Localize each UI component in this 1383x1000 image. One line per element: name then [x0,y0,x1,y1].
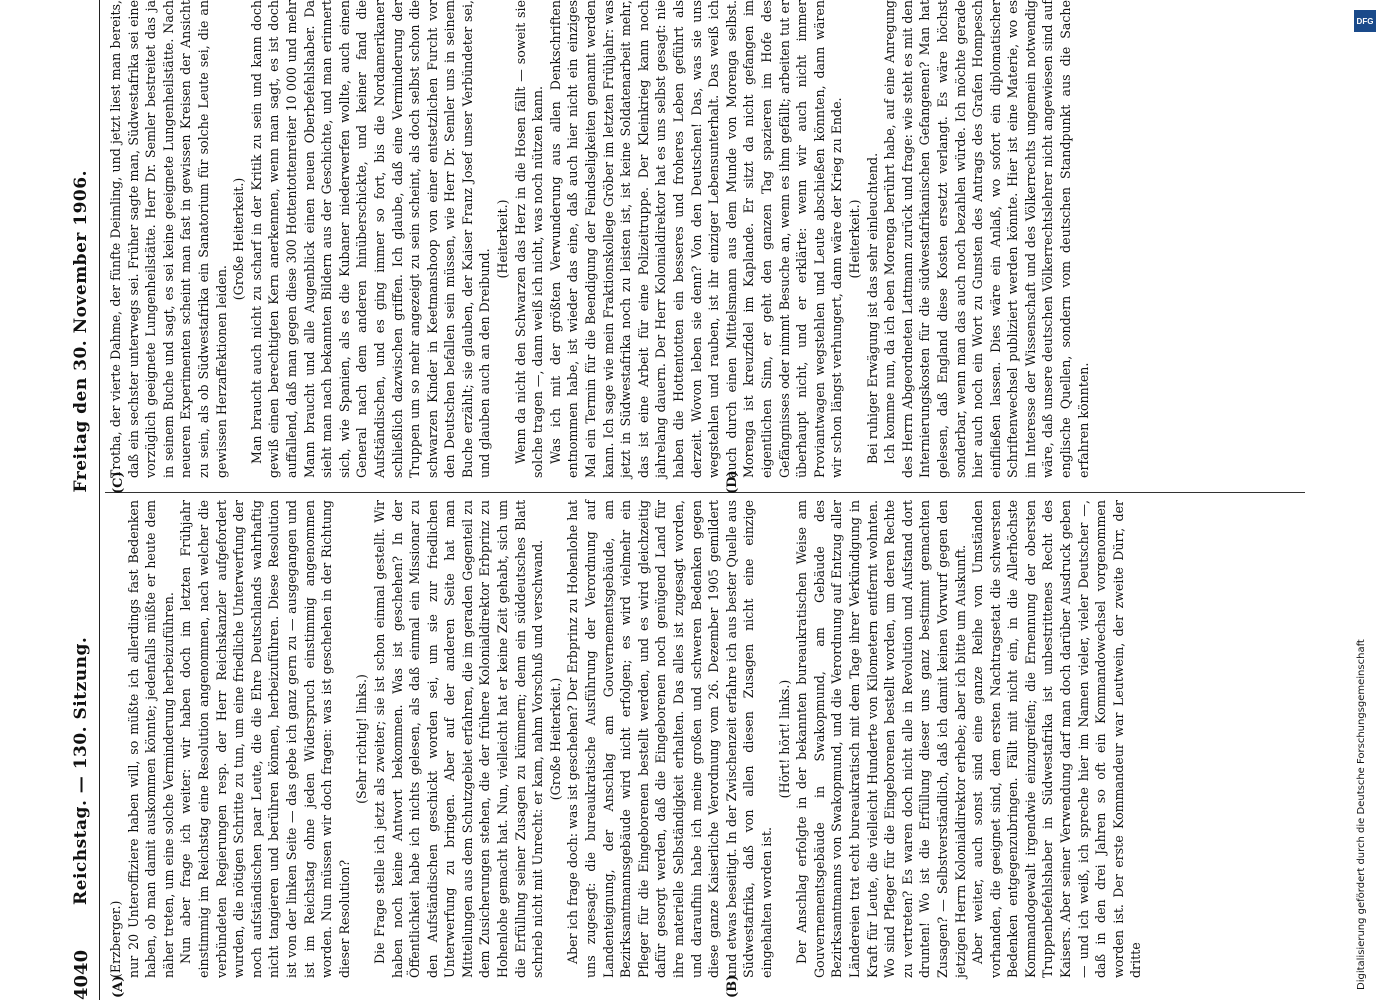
paragraph: nur 20 Unteroffiziere haben will, so müßte ich allerdings fast Bedenken haben, ob man damit auskommen könnte; jedenfalls müßte er heute dem näher treten, um eine solche Verminderung herbeizuführen. [125,500,176,978]
paragraph: Nun aber frage ich weiter: wir haben doch im letzten Frühjahr einstimmig im Reichstag eine Resolution angenommen, nach welcher die verbündeten Regierungen resp. der Herr Reichskanzler aufgefordert wurden, die nötigen Schritte zu tun, um eine friedliche Unterwerfung der noch aufständischen paar Leute, die die Ehre Deutschlands wahrhaftig nicht tangieren und berühren können, herbeizuführen. Diese Resolution ist von der linken Seite — das gebe ich ganz gern zu — ausgegangen und ist im Reichstag ohne jeden Widerspruch einstimmig angenommen worden. Nun müssen wir doch fragen: was ist geschehen in der Richtung dieser Resolution? [178,500,352,978]
text-column-right [107,0,1092,478]
digitization-credit [1350,10,1380,990]
margin-marker-d: (D) [725,470,740,494]
paragraph: Der Anschlag erfolgte in der bekannten bureaukratischen Weise am Gouvernementsgebäude in Swakopmund, am Gebäude des Bezirksamtmanns von Swakopmund, und die Verordnung auf Entzug aller Ländereien trat echt bureaukratisch mit dem Tage ihrer Verkündigung in Kraft für Leute, die vielleicht Hunderte von Kilometern entfernt wohnten. Wo sind Pfleger für die Eingeborenen bestellt worden, um deren Rechte zu vertreten? Es waren doch nicht alle in Revolution und Aufstand dort drunten! Wo ist die Erfüllung dieser uns ganz bestimmt gemachten Zusagen? — Selbstverständlich, daß ich damit keinen Vorwurf gegen den jetzigen Herrn Kolonialdirektor erhebe; aber ich bitte um Auskunft. [794,500,968,978]
paragraph: Bei ruhiger Erwägung ist das sehr einleuchtend. [864,152,880,464]
interjection: (Heiterkeit.) [495,199,511,279]
margin-marker-a: (A) [111,975,126,998]
speaker-name: (Erzberger.) [108,900,123,978]
interjection: (Sehr richtig! links.) [354,674,370,804]
interjection: (Große Heiterkeit.) [547,677,563,801]
interjection: (Heiterkeit.) [846,199,862,279]
paragraph: Aber weiter, auch sonst sind eine ganze Reihe von Umständen vorhanden, die geeignet sind, dem ersten Nachtragsetat die schwersten Bedenken entgegenzubringen. Fällt mit nicht ein, in die Allerhöchste Kommandogewalt irgendwie einzugreifen; die Ernennung der obersten Truppenbefehlshaber in Südwestafrika ist unbestrittenes Recht des Kaisers. Aber seiner Verwendung darf man doch darüber Ausdruck geben — und ich weiß, ich spreche hier im Namen vieler, vieler Deutscher —, daß in den drei Jahren so oft ein Kommandowechsel vorgenommen worden ist. Der erste Kommandeur war Leutwein, der zweite Dürr, der dritte [970,500,1144,978]
interjection: (Hört! hört! links.) [776,679,792,799]
interjection: (Große Heiterkeit.) [231,177,247,301]
paragraph: Man braucht auch nicht zu scharf in der Kritik zu sein und kann doch gewiß einen berechtigten Kern anerkennen, wenn man sagt, es ist doch auffallend, daß man gegen diese 300 Hottentottenreiter 10 000 und mehr Mann braucht und alle Augenblick einen neuen Oberbefehlshaber. Da sieht man nach bekannten Bildern aus der Geschichte, und man erinnert sich, wie Spanien, als es die Kubaner niederwerfen wollte, auch einen General nach dem anderen hinüberschickte, und keiner fand die Aufständischen, und es ging immer so fort, bis die Nordamerikaner schließlich dazwischen griffen. Ich glaube, daß eine Verminderung der Truppen um so mehr angezeigt zu sein scheint, als doch selbst schon die schwarzen Kinder in Keetmanshoop von einer entsetzlichen Furcht vor den Deutschen befallen sein müssen, wie Herr Dr. Semler uns in seinem Buche erzählt; sie glauben, der Kaiser Franz Josef unser Verbündeter sei, und glauben auch an den Dreibund. [248,0,493,478]
document-page [65,0,1305,1000]
page-header [65,0,100,1000]
header-date: Freitag den 30. November 1906. [71,170,91,493]
paragraph: Ich komme nun, da ich eben Morenga berührt habe, auf eine Anregung des Herrn Abgeordneten Lattmann zurück und frage: wie steht es mit den Internierungskosten für die südwestafrikanischen Gefangenen? Man hat gelesen, daß England diese Kosten ersetzt verlangt. Es wäre höchst sonderbar, wenn man das auch noch bezahlen würde. Ich möchte gerade hier auch noch ein Wort zu Gunsten des Antrags des Grafen Hompesch einfließen lassen. Dies wäre ein Anlaß, wo sofort ein diplomatischer Schriftenwechsel publiziert werden könnte. Hier ist eine Materie, wo es im Interesse der Wissenschaft und des Völkerrechts ungemein notwendig wäre, daß unsere deutschen Völkerrechtslehrer nicht angewiesen sind auf englische Quellen, sondern vom deutschen Standpunkt aus die Sache erfahren könnten. [882,0,1091,478]
credit-text: Digitalisierung gefördert durch die Deutsche Forschungsgemeinschaft [1356,639,1367,990]
margin-marker-c: (C) [111,471,126,494]
paragraph: Wenn da nicht den Schwarzen das Herz in die Hosen fällt — soweit sie solche tragen —, dann weiß ich nicht, was noch nützen kann. [512,0,546,478]
text-column-left [107,500,1145,978]
paragraph: Trotha, der vierte Dahme, der fünfte Deimling, und jetzt liest man bereits, daß ein sechster unterwegs sei. Früher sagte man, Südwestafrika sei eine vorzüglich geeignete Lungenheilstätte. Herr Dr. Semler bestreitet das ja in seinem Buche und sagt, es sei keine geeignete Lungenheilstätte. Nach neueren Experimenten scheint man fast in gewissen Kreisen der Ansicht zu sein, als ob Südwestafrika ein Sanatorium für solche Leute sei, die an gewissen Herzaffektionen leiden. [108,0,229,478]
header-session-title: Reichstag. — 130. Sitzung. [71,636,91,905]
paragraph: Was ich mit der größten Verwunderung aus allen Denkschriften entnommen habe, ist wieder das eine, daß auch hier nicht ein einziges Mal ein Termin für die Beendigung der Feindseligkeiten genannt werden kann. Ich sage wie mein Fraktionskollege Gröber im letzten Frühjahr: was jetzt in Südwestafrika noch zu leisten ist, ist keine Soldatenarbeit mehr, das ist eine Arbeit für eine Polizeitruppe. Der Kleinkrieg kann noch jahrelang dauern. Der Herr Kolonialdirektor hat es uns selbst gesagt: nie haben die Hottentotten ein besseres und froheres Leben geführt als derzeit. Wovon leben sie denn? Von den Deutschen! Das, was sie uns wegstehlen und rauben, ist ihr einziger Lebensunterhalt. Das weiß ich auch durch einen Mittelsmann aus dem Munde von Morenga selbst. Morenga ist kreuzfidel im Kaplande. Er sitzt da nicht gefangen im eigentlichen Sinn, er geht den ganzen Tag spazieren im Hofe des Gefängnisses oder nimmt Besuche an, wenn es ihm gefällt; arbeiten tut er überhaupt nicht, und er erklärte: wenn wir auch nicht immer Proviantwagen wegstehlen und Leute abschießen könnten, dann wären wir schon längst verhungert, dann wäre der Krieg zu Ende. [547,0,845,478]
paragraph: Aber ich frage doch: was ist geschehen? Der Erbprinz zu Hohenlohe hat uns zugesagt: die bureaukratische Ausführung der Verordnung auf Landenteignung, der Anschlag am Gouvernementsgebäude, am Bezirksamtmannsgebäude wird nicht erfolgen; es wird vielmehr ein Pfleger für die Eingeborenen bestellt werden, und es wird gleichzeitig dafür gesorgt werden, daß die Eingeborenen noch genügend Land für ihre materielle Selbständigkeit erhalten. Das alles ist zugesagt worden, und daraufhin habe ich meine großen und schweren Bedenken gegen diese ganze Kaiserliche Verordnung vom 26. Dezember 1905 gemildert und etwas beseitigt. In der Zwischenzeit erfahre ich aus bester Quelle aus Südwestafrika, daß von allen diesen Zusagen nicht eine einzige eingehalten worden ist. [565,500,774,978]
page-number: 4040 [71,949,92,1000]
column-divider [105,492,1305,493]
margin-marker-b: (B) [725,974,740,998]
paragraph: Die Frage stelle ich jetzt als zweiter; sie ist schon einmal gestellt. Wir haben noch keine Antwort bekommen. Was ist geschehen? In der Öffentlichkeit habe ich nichts gelesen, als daß einmal ein Missionar zu den Aufständischen geschickt worden sei, um sie zur friedlichen Unterwerfung zu bringen. Aber auf der anderen Seite hat man Mitteilungen aus dem Schutzgebiet erfahren, die im geraden Gegenteil zu dem Zusicherungen stehen, die der frühere Kolonialdirektor Erbprinz zu Hohenlohe gemacht hat. Nun, vielleicht hat er keine Zeit gehabt, sich um die Erfüllung seiner Zusagen zu kümmern; denn ein süddeutsches Blatt schrieb nicht mit Unrecht: er kam, nahm Vorschuß und verschwand. [371,500,546,978]
dfg-logo: DFG [1354,10,1376,32]
